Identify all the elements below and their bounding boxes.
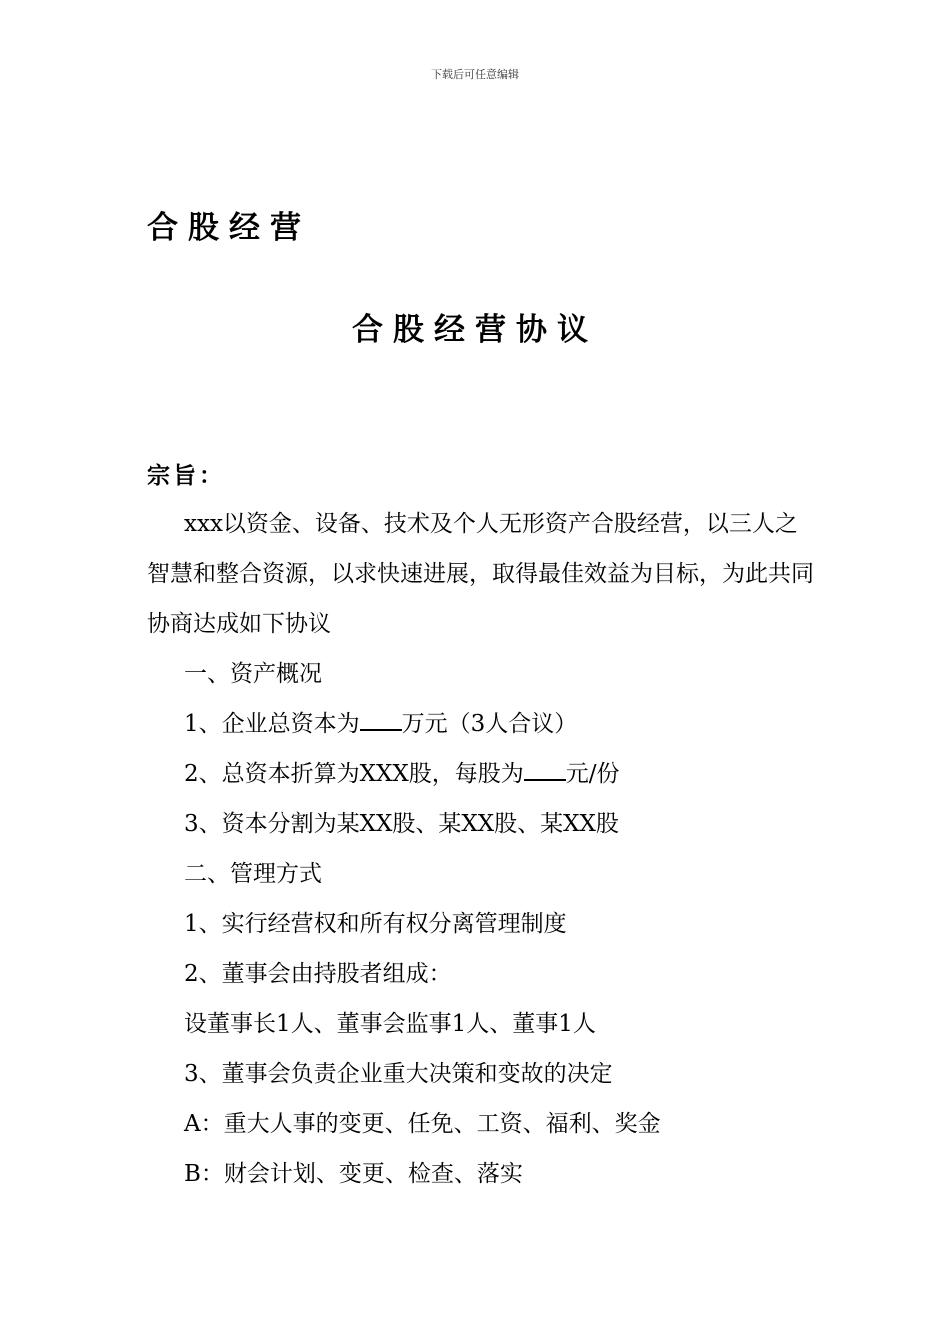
item-1-2-suffix: 元/份 [565, 761, 620, 787]
agreement-title: 合股经营协议 [352, 312, 598, 348]
document-body [147, 499, 817, 1199]
item-1-2-text: 2、总资本折算为XXX股，每股为 [184, 761, 524, 787]
page-header-note: 下载后可任意编辑 [431, 68, 519, 81]
item-2-2: 2、董事会由持股者组成： [184, 961, 452, 987]
item-2-1: 1、实行经营权和所有权分离管理制度 [184, 911, 567, 937]
item-b: B：财会计划、变更、检查、落实 [184, 1161, 523, 1187]
item-1-3: 3、资本分割为某XX股、某XX股、某XX股 [184, 811, 619, 837]
item-1-1 [147, 699, 817, 749]
intro-paragraph: xxx以资金、设备、技术及个人无形资产合股经营，以三人之智慧和整合资源，以求快速进展，取得最佳效益为目标，为此共同协商达成如下协议 [147, 511, 814, 637]
item-1-1-text: 1、企业总资本为 [184, 711, 360, 737]
item-2-3: 3、董事会负责企业重大决策和变故的决定 [184, 1061, 613, 1087]
fill-in-blank [360, 703, 402, 731]
item-1-2 [147, 749, 817, 799]
document-title: 合股经营 [147, 210, 311, 246]
fill-in-blank [524, 753, 566, 781]
item-2-2-detail: 设董事长1人、董事会监事1人、董事1人 [184, 1011, 596, 1037]
section-2-heading: 二、管理方式 [184, 861, 322, 887]
section-1-heading: 一、资产概况 [184, 661, 322, 687]
item-a: A：重大人事的变更、任免、工资、福利、奖金 [184, 1111, 661, 1137]
item-1-1-suffix: 万元（3人合议） [401, 711, 578, 737]
purpose-heading: 宗旨： [147, 463, 225, 489]
